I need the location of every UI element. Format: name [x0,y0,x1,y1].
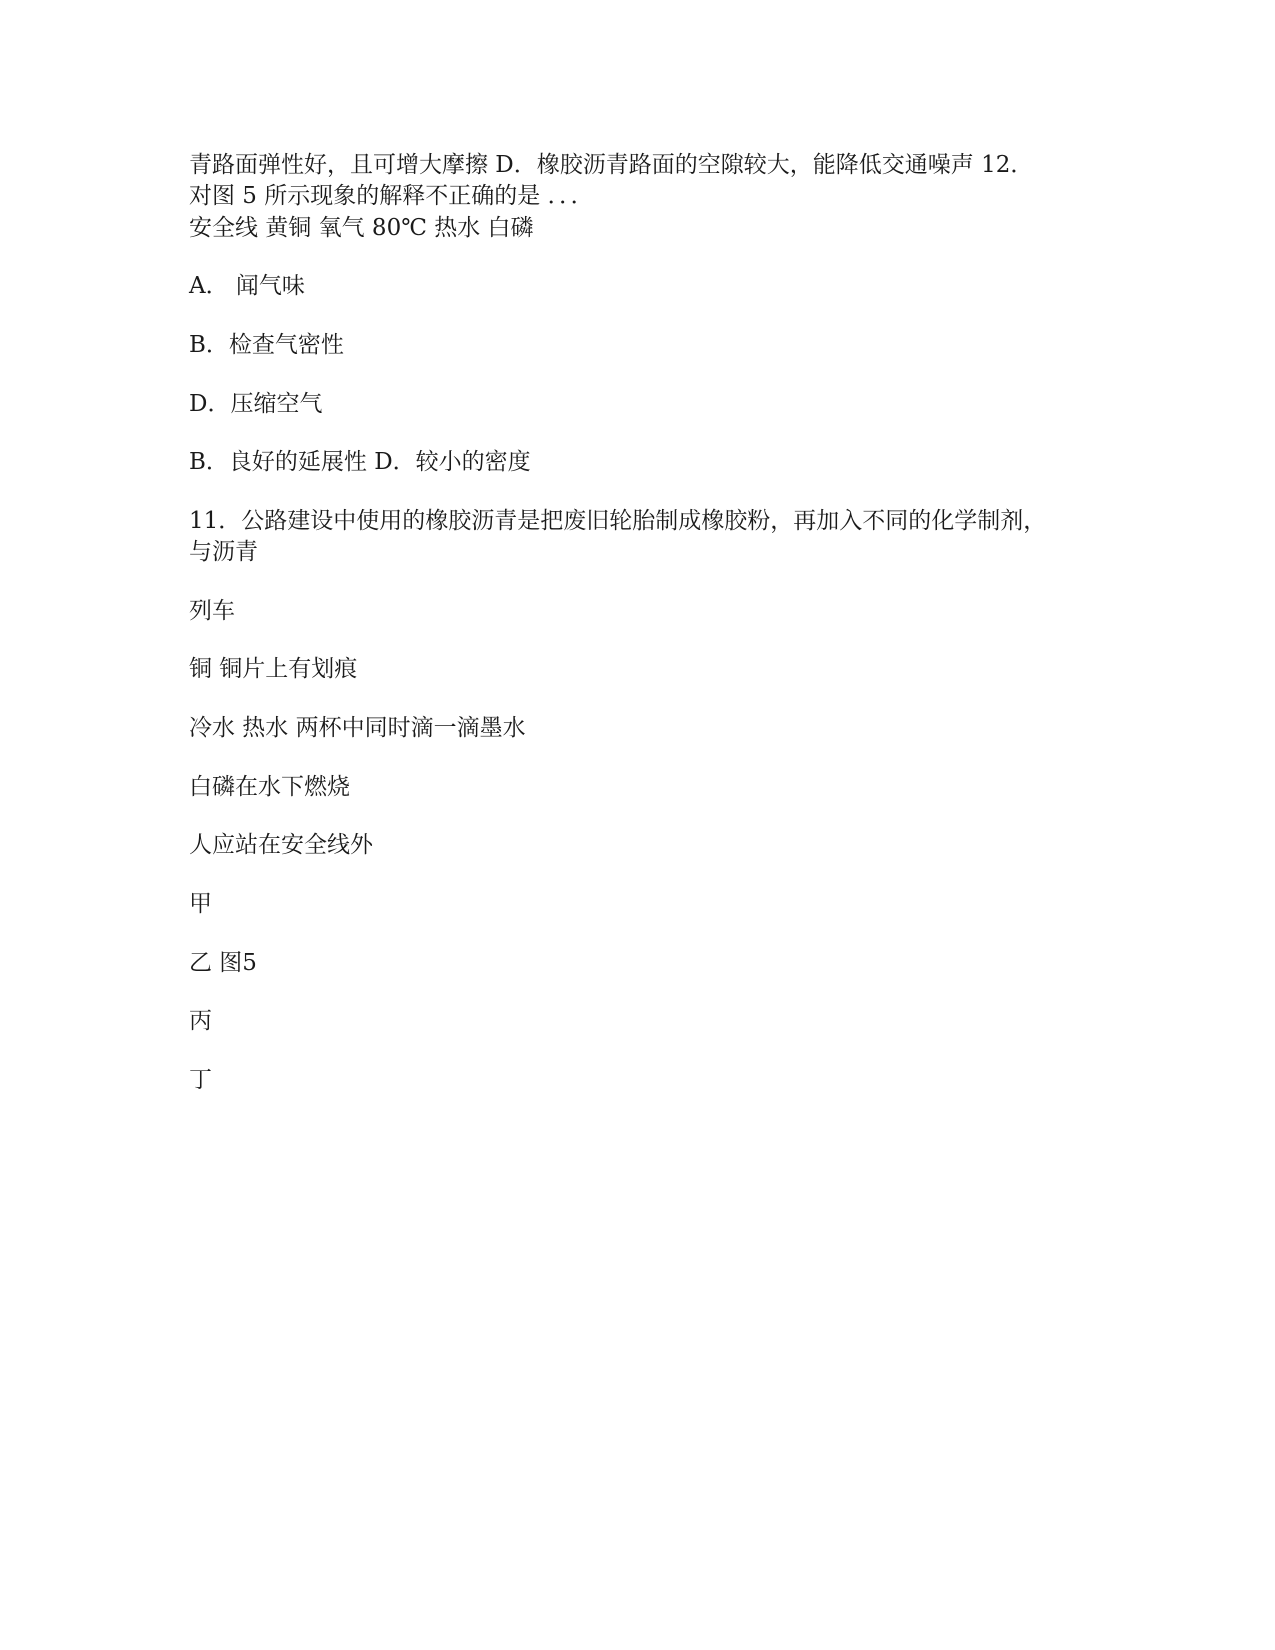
question-11-prompt: 11．公路建设中使用的橡胶沥青是把废旧轮胎制成橡胶粉，再加入不同的化学制剂， [189,508,1047,534]
figure-caption-safety-line: 人应站在安全线外 [189,832,373,858]
figure-caption-copper: 铜 铜片上有划痕 [189,656,358,682]
option-line-bd: B．良好的延展性 D．较小的密度 [189,449,531,475]
figure-caption-water: 冷水 热水 两杯中同时滴一滴墨水 [189,715,526,741]
question-12-prompt: 对图 5 所示现象的解释不正确的是 ．．． [189,183,594,209]
figure-label-ding: 丁 [189,1067,212,1093]
figure-label-jia: 甲 [189,891,212,917]
question-11-prompt-continued: 与沥青 [189,539,258,565]
figure-label-yi: 乙 图5 [189,950,257,976]
figure-caption-train: 列车 [189,598,235,624]
figure-label-bing: 丙 [189,1008,212,1034]
option-d: D．压缩空气 [189,391,323,417]
option-a: A． 闻气味 [189,273,305,299]
text-line-continuation: 青路面弹性好，且可增大摩擦 D．橡胶沥青路面的空隙较大，能降低交通噪声 12． [189,152,1034,178]
figure-caption-phosphorus: 白磷在水下燃烧 [189,774,350,800]
figure-labels: 安全线 黄铜 氧气 80℃ 热水 白磷 [189,215,534,241]
option-b: B．检查气密性 [189,332,344,358]
